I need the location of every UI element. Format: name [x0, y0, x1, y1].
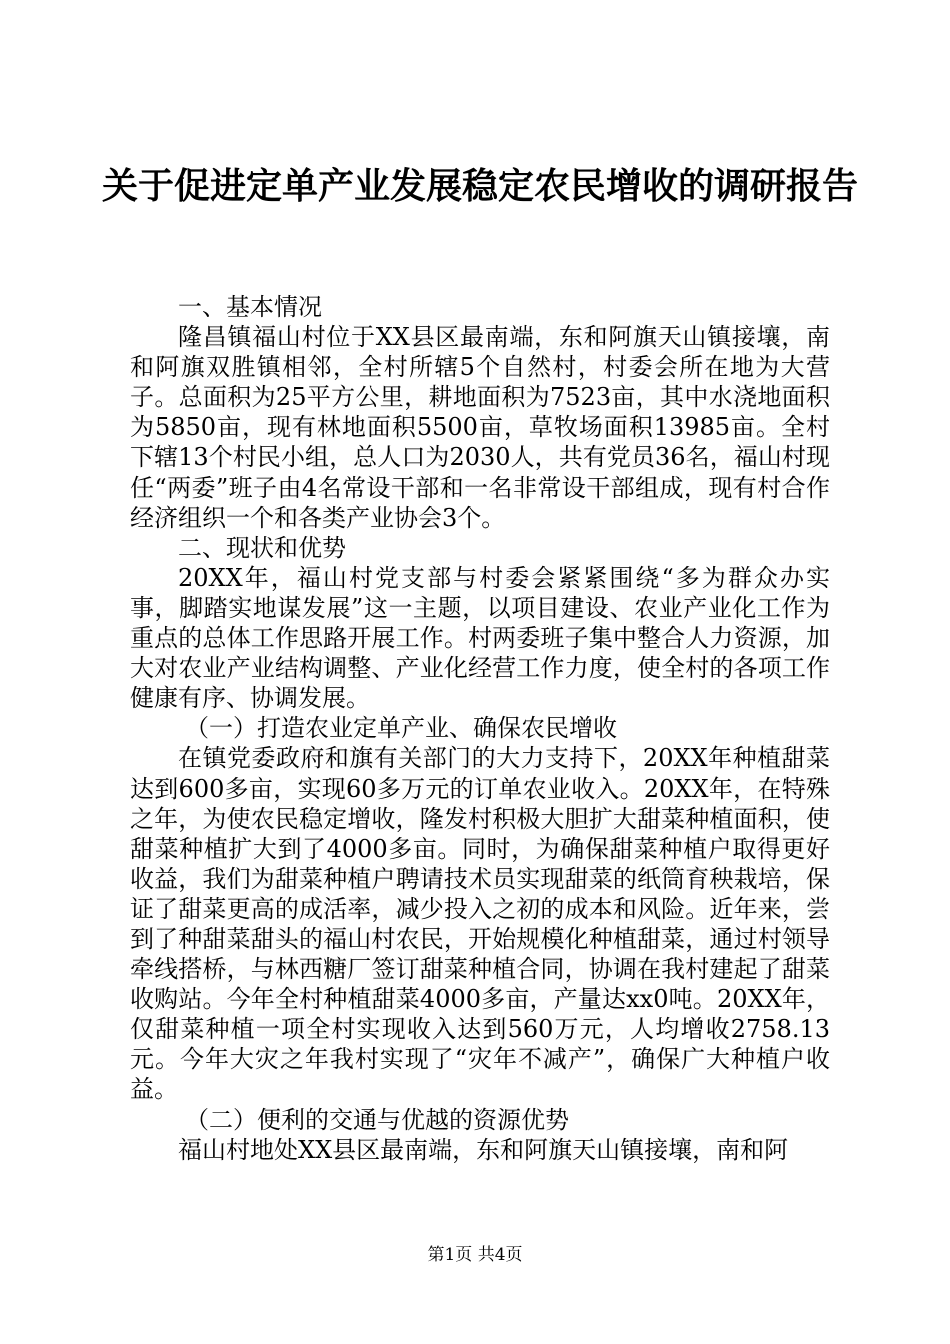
section-heading: 一、基本情况: [178, 293, 322, 321]
body-paragraph: 在镇党委政府和旗有关部门的大力支持下，20XX年种植甜菜达到600多亩，实现60多万元的订单农业收入。20XX年，在特殊之年，为使农民稳定增收，隆发村积极大胆扩大甜菜种植面积，使甜菜种植扩大到了4000多亩。同时，为确保甜菜种植户取得更好收益，我们为甜菜种植户聘请技术员实现甜菜的纸筒育秧栽培，保证了甜菜更高的成活率，减少投入之初的成本和风险。近年来，尝到了种甜菜甜头的福山村农民，开始规模化种植甜菜，通过村领导牵线搭桥，与林西糖厂签订甜菜种植合同，协调在我村建起了甜菜收购站。今年全村种植甜菜4000多亩，产量达xx0吨。20XX年，仅甜菜种植一项全村实现收入达到560万元，人均增收2758.13元。今年大灾之年我村实现了“灾年不减产”，确保广大种植户收益。: [130, 744, 830, 1104]
body-paragraph: 20XX年，福山村党支部与村委会紧紧围绕“多为群众办实事，脚踏实地谋发展”这一主题，以项目建设、农业产业化工作为重点的总体工作思路开展工作。村两委班子集中整合人力资源，加大对农业产业结构调整、产业化经营工作力度，使全村的各项工作健康有序、协调发展。: [130, 563, 830, 713]
page-footer: 第1页 共4页: [427, 1245, 523, 1265]
body-paragraph: 福山村地处XX县区最南端，东和阿旗天山镇接壤，南和阿: [178, 1135, 789, 1164]
body-paragraph: 隆昌镇福山村位于XX县区最南端，东和阿旗天山镇接壤，南和阿旗双胜镇相邻，全村所辖5个自然村，村委会所在地为大营子。总面积为25平方公里，耕地面积为7523亩，其中水浇地面积为5850亩，现有林地面积5500亩，草牧场面积13985亩。全村下辖13个村民小组，总人口为2030人，共有党员36名，福山村现任“两委”班子由4名常设干部和一名非常设干部组成，现有村合作经济组织一个和各类产业协会3个。: [130, 323, 830, 532]
section-heading: 二、现状和优势: [178, 533, 346, 562]
document-body: [130, 292, 830, 1165]
document-title: 关于促进定单产业发展稳定农民增收的调研报告: [101, 166, 858, 207]
subsection-heading: （一）打造农业定单产业、确保农民增收: [185, 714, 617, 743]
subsection-heading: （二）便利的交通与优越的资源优势: [185, 1105, 569, 1134]
